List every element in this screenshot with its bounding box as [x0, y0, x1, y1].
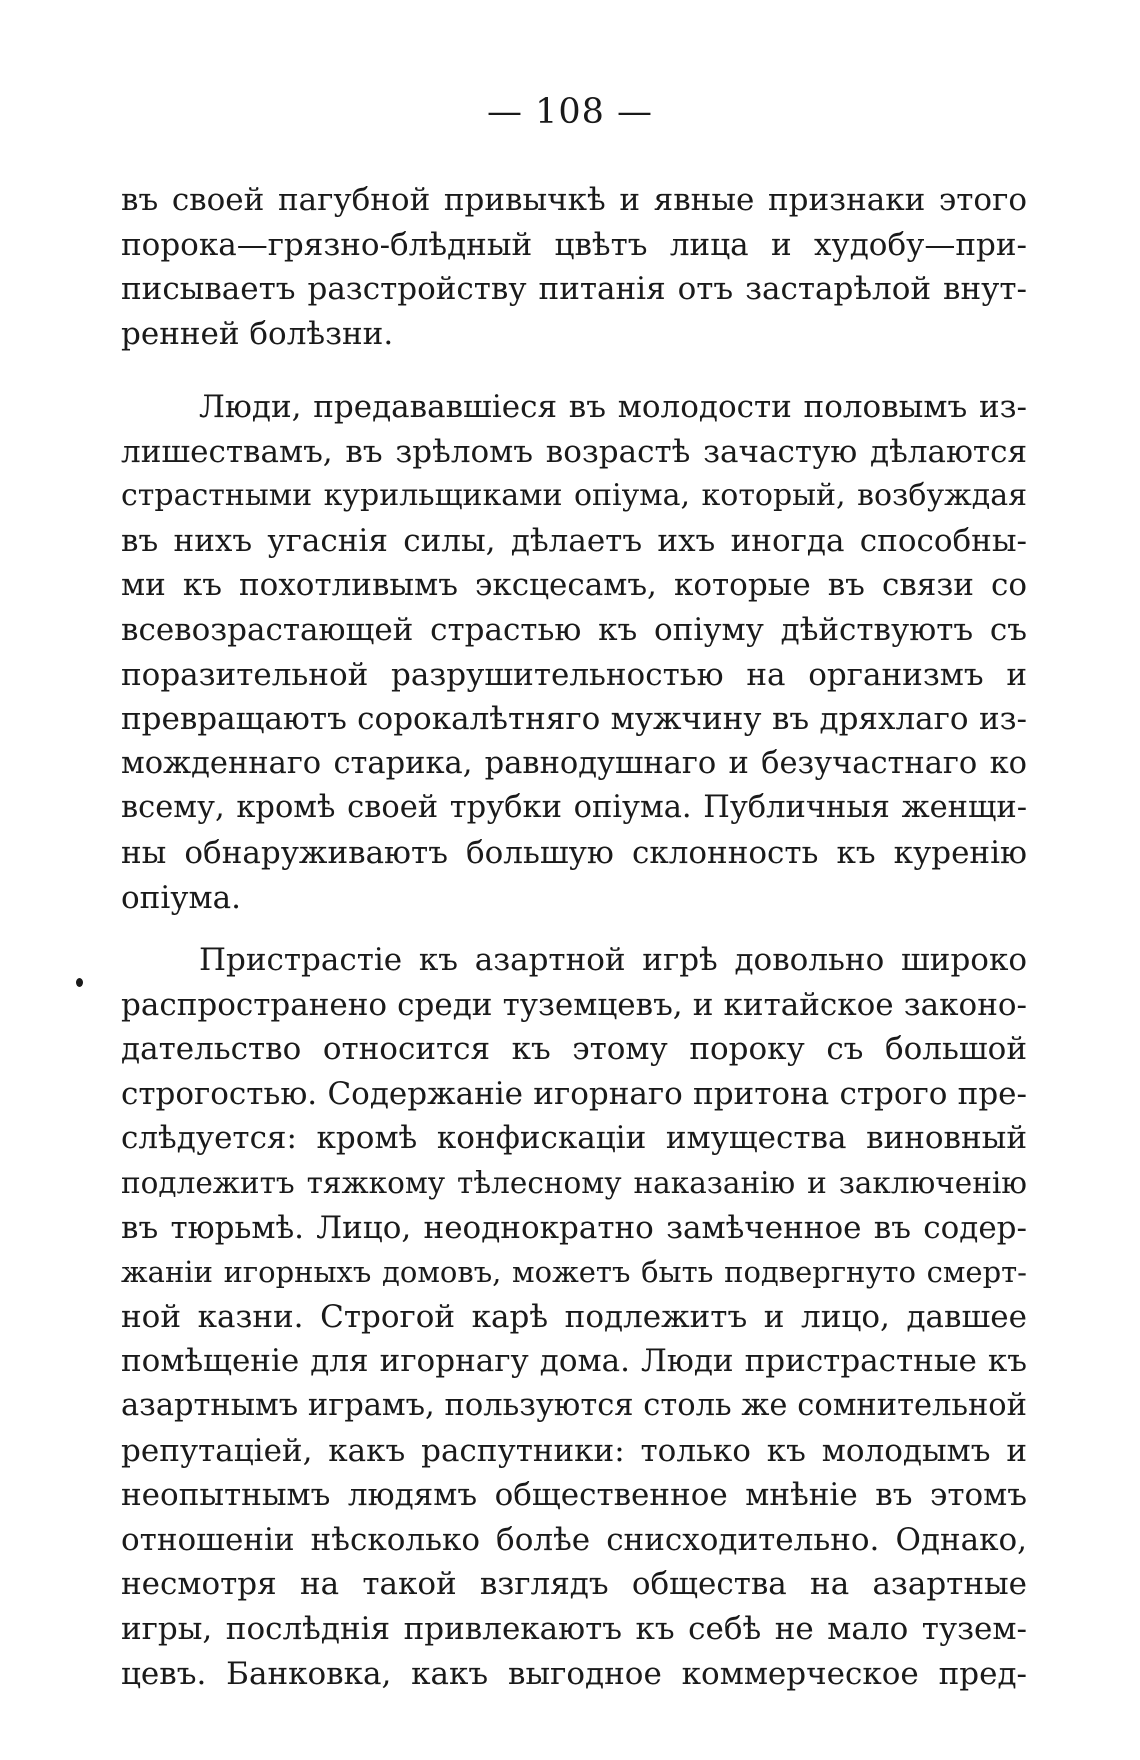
text-line: жаніи игорныхъ домовъ, можетъ быть подвергнуто смерт- [121, 1255, 1027, 1290]
text-line: ной казни. Строгой карѣ подлежитъ и лицо, давшее [121, 1298, 1027, 1335]
text-line: ренней болѣзни. [121, 315, 394, 352]
text-line: всему, кромѣ своей трубки опіума. Публичныя женщи- [121, 790, 1027, 826]
page-number: — 108 — [486, 92, 654, 132]
text-line: въ тюрьмѣ. Лицо, неоднократно замѣченное въ содер- [121, 1209, 1027, 1246]
text-line: можденнаго старика, равнодушнаго и безучастнаго ко [121, 745, 1027, 781]
text-line: порока—грязно-блѣдный цвѣтъ лица и худобу—при- [121, 226, 1027, 263]
text-line: въ нихъ угаснія силы, дѣлаетъ ихъ иногда способны- [121, 522, 1027, 559]
text-line: игры, послѣднія привлекаютъ къ себѣ не мало тузем- [121, 1610, 1027, 1647]
text-line: распространено среди туземцевъ, и китайское законо- [121, 986, 1027, 1023]
paragraph-1 [121, 178, 1027, 356]
text-line: помѣщеніе для игорнагу дома. Люди пристрастные къ [121, 1343, 1027, 1380]
text-line: Пристрастіе къ азартной игрѣ довольно широко [199, 942, 1027, 978]
text-line: писываетъ разстройству питанія отъ застарѣлой внут- [121, 271, 1027, 308]
text-line: всевозрастающей страстью къ опіуму дѣйствуютъ съ [121, 611, 1027, 648]
text-line: въ своей пагубной привычкѣ и явные признаки этого [121, 182, 1027, 218]
text-line: поразительной разрушительностью на организмъ и [121, 656, 1027, 693]
text-line: ны обнаруживаютъ большую склонность къ куренію [121, 834, 1027, 871]
text-line: Люди, предававшіеся въ молодости половымъ из- [199, 389, 1027, 425]
text-line: слѣдуется: кромѣ конфискаціи имущества виновный [121, 1120, 1027, 1157]
text-line: репутаціей, какъ распутники: только къ молодымъ и [121, 1432, 1027, 1469]
text-line: подлежитъ тяжкому тѣлесному наказанію и заключенію [121, 1165, 1027, 1200]
text-line: несмотря на такой взглядъ общества на азартные [121, 1566, 1027, 1603]
text-line: строгостью. Содержаніе игорнаго притона строго пре- [121, 1075, 1027, 1112]
text-line: лишествамъ, въ зрѣломъ возрастѣ зачастую дѣлаются [121, 433, 1027, 470]
paragraph-3 [121, 938, 1027, 1696]
text-line: ми къ похотливымъ эксцесамъ, которые въ связи со [121, 567, 1027, 604]
ink-speck [76, 978, 83, 987]
text-line: страстными курильщиками опіума, который, возбуждая [121, 478, 1027, 514]
text-line: неопытнымъ людямъ общественное мнѣніе въ этомъ [121, 1477, 1027, 1514]
text-line: азартнымъ играмъ, пользуются столь же сомнительной [121, 1387, 1027, 1423]
text-line: дательство относится къ этому пороку съ большой [121, 1031, 1027, 1068]
text-line: превращаютъ сорокалѣтняго мужчину въ дряхлаго из- [121, 701, 1027, 738]
paragraph-2 [121, 385, 1027, 920]
text-line: опіума. [121, 879, 241, 916]
text-line: отношеніи нѣсколько болѣе снисходительно. Однако, [121, 1521, 1027, 1558]
text-line: цевъ. Банковка, какъ выгодное коммерческое пред- [121, 1655, 1027, 1692]
